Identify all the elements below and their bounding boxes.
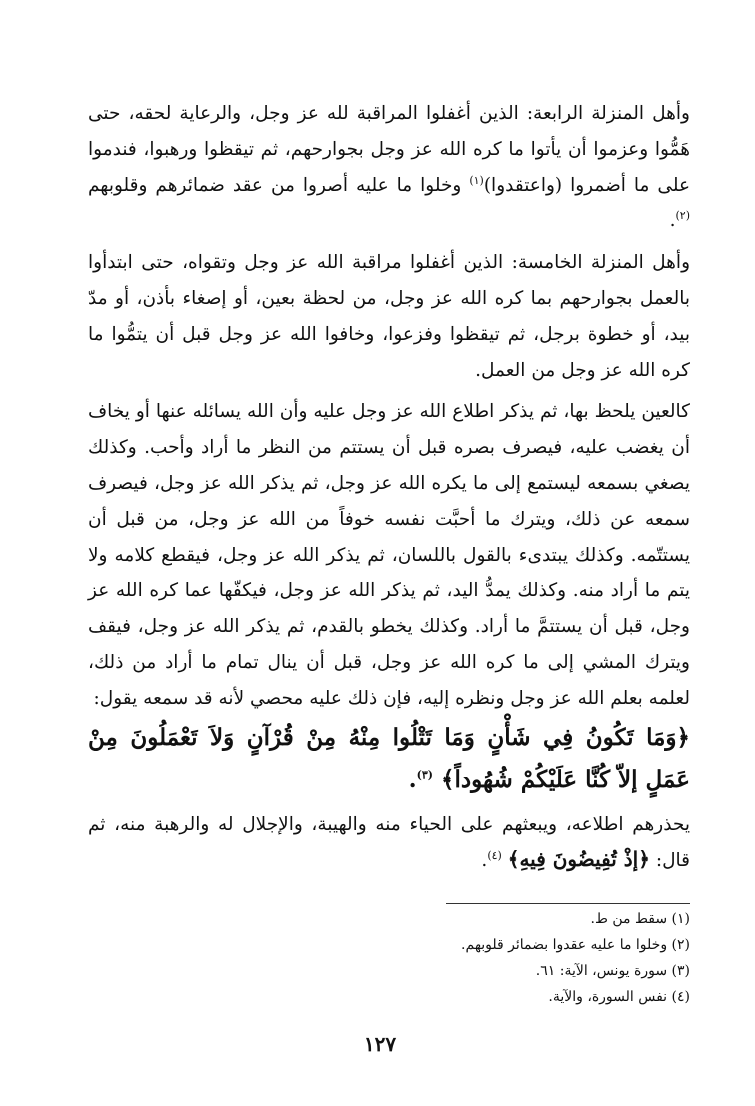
footnote-ref-1: (١) <box>469 173 484 187</box>
quran-verse-short: ﴿إذْ تُفِيضُونَ فِيهِ﴾ <box>507 847 650 872</box>
footnote-ref-3: (٣) <box>416 767 433 781</box>
footnote-ref-2: (٢) <box>675 209 690 223</box>
footnote-divider <box>446 903 690 904</box>
paragraph-fourth-station <box>88 96 690 239</box>
text-fourth-station-cont: وخلوا ما عليه أصروا من عقد ضمائرهم وقلوبهم <box>88 174 470 196</box>
paragraph-fifth-station: وأهل المنزلة الخامسة: الذين أغفلوا مراقبة الله عز وجل وتقواه، حتى ابتدأوا بالعمل بجوارحهم بما كره الله عز وجل، من لحظة بعين، أو إصغاء بأذن، أو مدّ بيد، أو خطوة برجل، ثم تيقظوا وفزعوا، وخافوا الله عز وجل قبل أن يتمُّوا ما كره الله عز وجل من العمل. <box>88 252 690 381</box>
paragraph-examples: كالعين يلحظ بها، ثم يذكر اطلاع الله عز وجل عليه وأن الله يسائله عنها أو يخاف أن يغضب عليه، فيصرف بصره قبل أن يستتم من النظر ما أراد وأحب. وكذلك يصغي بسمعه ليستمع إلى ما يكره الله عز وجل، ثم يذكر الله عز وجل، فيصرف سمعه عن ذلك، ويترك ما أحبَّت نفسه خوفاً من الله عز وجل، من قبل أن يستتّمه. وكذلك يبتدىء بالقول باللسان، ثم يذكر الله عز وجل، فيقطع كلامه ولا يتم ما أراد منه. وكذلك يمدُّ اليد، ثم يذكر الله عز وجل، فيكفّها عما كره الله عز وجل، قبل أن يستتمَّ ما أراد. وكذلك يخطو بالقدم، ثم يذكر الله عز وجل، فيقف ويترك المشي إلى ما كره الله عز وجل، قبل أن ينال تمام ما أراد من ذلك، لعلمه بعلم الله عز وجل ونظره إليه، فإن ذلك عليه محصي لأنه قد سمعه يقول: <box>88 401 690 709</box>
footnote-3: (٣) سورة يونس، الآية: ٦١. <box>535 963 690 979</box>
quran-verse-end: . <box>408 765 417 793</box>
footnote-2: (٢) وخلوا ما عليه عقدوا بضمائر قلوبهم. <box>461 937 690 953</box>
page-body <box>88 96 690 879</box>
text-fourth-station: وأهل المنزلة الرابعة: الذين أغفلوا المراقبة لله عز وجل، والرعاية لحقه، حتى هَمُّوا وعزموا أن يأتوا ما كره الله عز وجل بجوارحهم، ثم تيقظوا ورهبوا، فندموا على ما أضمروا (واعتقدوا) <box>88 103 690 196</box>
footnote-ref-4: (٤) <box>487 849 502 863</box>
footnote-1: (١) سقط من ط. <box>590 911 690 927</box>
footnotes <box>88 906 690 1010</box>
page-number: ١٢٧ <box>363 1032 397 1056</box>
text-warning-end: . <box>481 850 488 872</box>
footnote-4: (٤) نفس السورة، والآية. <box>548 989 690 1005</box>
text-fourth-station-end: . <box>669 210 676 232</box>
quran-verse-yunus-61 <box>88 717 690 801</box>
quran-verse-text: ﴿وَمَا تَكُونُ فِي شَأْنٍ وَمَا تَتْلُوا مِنْهُ مِنْ قُرْآنٍ وَلاَ تَعْمَلُونَ مِنْ عَمَلٍ إلاّ كُنَّا عَلَيْكُمْ شُهُوداً﴾ <box>88 723 690 793</box>
paragraph-warning <box>88 807 690 880</box>
text-warning: يحذرهم اطلاعه، ويبعثهم على الحياء منه والهيبة، والإجلال له والرهبة منه، ثم قال: <box>88 813 690 872</box>
